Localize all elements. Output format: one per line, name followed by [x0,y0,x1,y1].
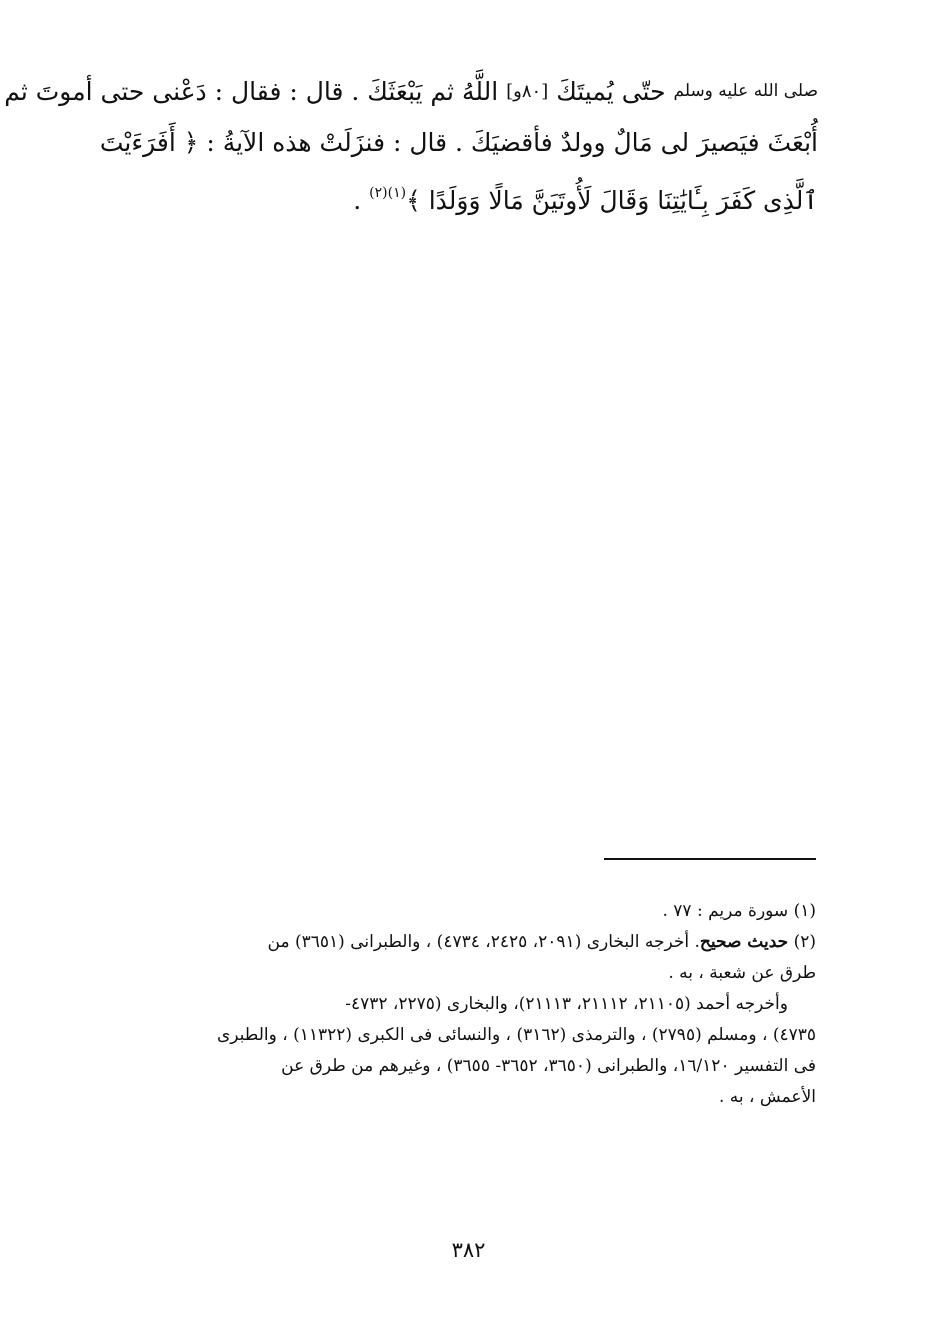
main-text-block [4,66,818,226]
footnote-separator [604,858,816,860]
footnote-1: (١) سورة مريم : ٧٧ . [662,901,816,921]
folio-marker: [٨٠و] [506,81,549,102]
footnote-references: (١)(٢) [369,185,407,201]
hadith-grade: حديث صحيح [699,932,789,952]
footnote-2-line-1 [102,927,816,958]
footnote-text: . أخرجه البخارى (٢٠٩١، ٢٤٢٥، ٤٧٣٤) ، والطبرانى (٣٦٥١) من [267,932,700,952]
main-text-segment: أُبْعَثَ فيَصيرَ لى مَالٌ وولدٌ فأقضيَكَ . قال : فنزَلَتْ هذه الآيةُ : [206,128,818,157]
main-text-period: . [353,186,362,215]
footnote-2-label: (٢) [793,932,816,952]
quran-verse: ٱلَّذِى كَفَرَ بِـَٔايَٰتِنَا وَقَالَ لَأُوتَيَنَّ مَالًا وَوَلَدًا ﴾ [406,186,818,215]
main-text-line-2 [100,117,818,168]
main-text-segment: اللَّهُ ثم يَبْعَثَكَ . قال : فقال : دَعْنى حتى أموتَ ثم [4,77,499,106]
footnote-2-line-2: طرق عن شعبة ، به . [668,963,816,983]
honorific-ligature: صلى الله عليه وسلم [673,81,818,101]
footnote-2-line-4: ٤٧٣٥) ، ومسلم (٢٧٩٥) ، والترمذى (٣١٦٢) ، والنسائى فى الكبرى (١١٣٢٢) ، والطبرى [216,1025,816,1045]
main-text-line-3 [100,168,818,226]
page-number: ٣٨٢ [451,1238,486,1262]
footnote-2-line-3: وأخرجه أحمد (٢١١٠٥، ٢١١١٢، ٢١١١٣)، والبخارى (٢٢٧٥، ٤٧٣٢- [345,994,788,1014]
footnote-2-line-6: الأعمش ، به . [718,1087,816,1107]
main-text-segment: حتّى يُميتَكَ [556,77,666,106]
footnote-2-line-5: فى التفسير ١٦/١٢٠، والطبرانى (٣٦٥٠، ٣٦٥٢- ٣٦٥٥) ، وغيرهم من طرق عن [281,1056,816,1076]
quran-verse-start: ﴿ أَفَرَءَيْتَ [99,128,199,157]
main-text-line-1 [4,66,818,117]
footnotes-block [102,896,816,1113]
